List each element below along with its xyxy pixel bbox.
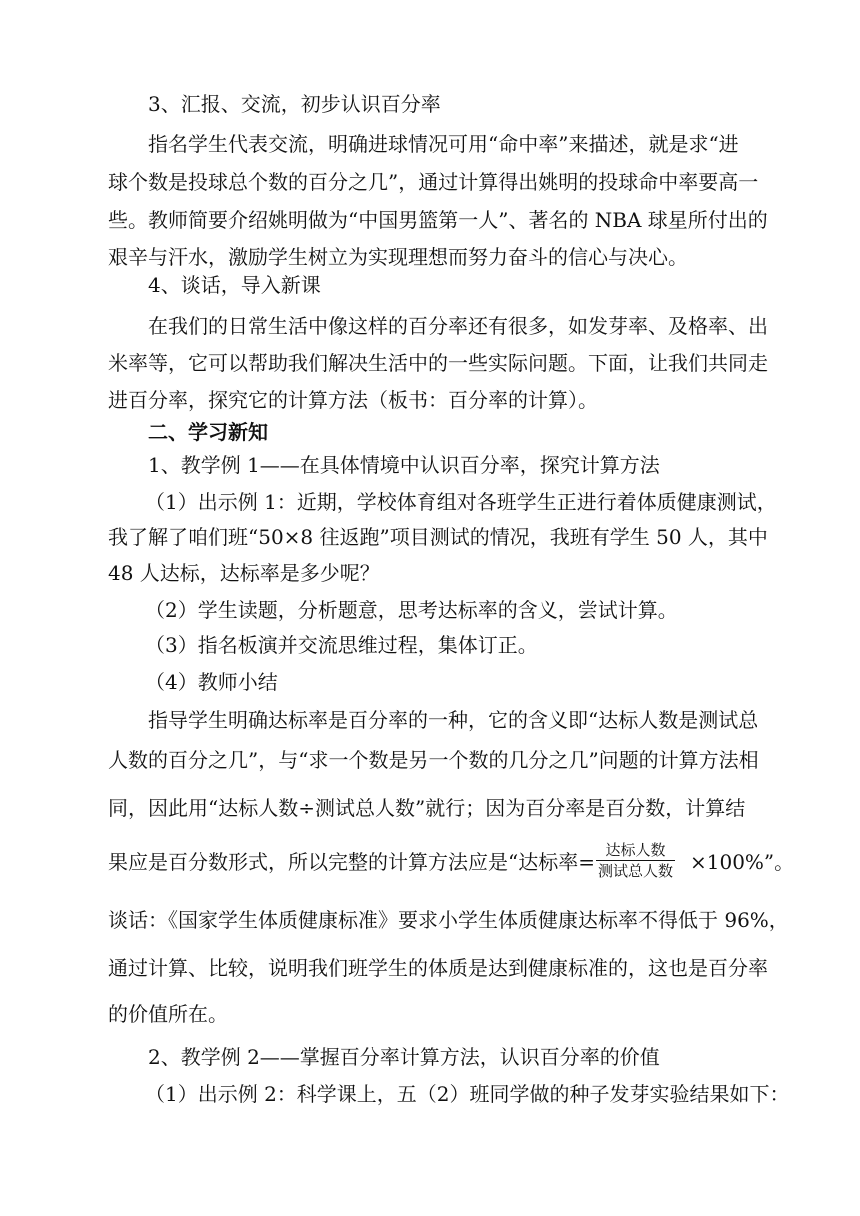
- paragraph-line: （1）出示例 2：科学课上，五（2）班同学做的种子发芽实验结果如下：: [145, 1082, 790, 1106]
- list-item: （3）指名板演并交流思维过程，集体订正。: [145, 633, 538, 657]
- paragraph-line: 些。教师简要介绍姚明做为“中国男篮第一人”、著名的 NBA 球星所付出的: [108, 208, 768, 232]
- formula-fraction: [596, 841, 675, 880]
- section-heading: 3、汇报、交流，初步认识百分率: [148, 92, 441, 116]
- list-item: （2）学生读题，分析题意，思考达标率的含义，尝试计算。: [145, 598, 678, 622]
- formula-suffix: ×100%”。: [690, 850, 795, 874]
- section-heading: 4、谈话，导入新课: [148, 273, 321, 297]
- paragraph-line: 通过计算、比较，说明我们班学生的体质是达到健康标准的，这也是百分率: [108, 956, 768, 980]
- paragraph-line: 同，因此用“达标人数÷测试总人数”就行；因为百分率是百分数，计算结: [108, 796, 746, 820]
- paragraph-line: 我了解了咱们班“50×8 往返跑”项目测试的情况，我班有学生 50 人，其中: [108, 525, 768, 549]
- paragraph-line: 谈话：《国家学生体质健康标准》要求小学生体质健康达标率不得低于 96%，: [108, 908, 789, 932]
- paragraph-line: 在我们的日常生活中像这样的百分率还有很多，如发芽率、及格率、出: [148, 314, 768, 338]
- section-heading: 2、教学例 2——掌握百分率计算方法，认识百分率的价值: [148, 1045, 660, 1069]
- section-heading: 1、教学例 1——在具体情境中认识百分率，探究计算方法: [148, 453, 660, 477]
- formula-prefix: 果应是百分数形式，所以完整的计算方法应是“达标率=: [108, 850, 595, 874]
- paragraph-line: 艰辛与汗水，激励学生树立为实现理想而努力奋斗的信心与决心。: [108, 245, 688, 269]
- paragraph-line: 米率等，它可以帮助我们解决生活中的一些实际问题。下面，让我们共同走: [108, 351, 768, 375]
- paragraph-line: 48 人达标，达标率是多少呢？: [108, 561, 380, 585]
- paragraph-line: 指导学生明确达标率是百分率的一种，它的含义即“达标人数是测试总: [148, 708, 759, 732]
- paragraph-line: 球个数是投球总个数的百分之几”，通过计算得出姚明的投球命中率要高一: [108, 170, 759, 194]
- paragraph-line: 进百分率，探究它的计算方法（板书：百分率的计算）。: [108, 388, 598, 412]
- formula-line: [108, 850, 595, 874]
- fraction-denominator: 测试总人数: [598, 862, 674, 880]
- section-heading: 二、学习新知: [148, 420, 268, 444]
- paragraph-line: 人数的百分之几”，与“求一个数是另一个数的几分之几”问题的计算方法相: [108, 748, 759, 772]
- fraction-bar: [596, 860, 675, 861]
- paragraph-line: （1）出示例 1：近期，学校体育组对各班学生正进行着体质健康测试，: [145, 490, 777, 514]
- fraction-numerator: 达标人数: [605, 841, 666, 859]
- paragraph-line: 的价值所在。: [108, 1002, 228, 1026]
- list-item: （4）教师小结: [145, 670, 278, 694]
- paragraph-line: 指名学生代表交流，明确进球情况可用“命中率”来描述，就是求“进: [148, 132, 739, 156]
